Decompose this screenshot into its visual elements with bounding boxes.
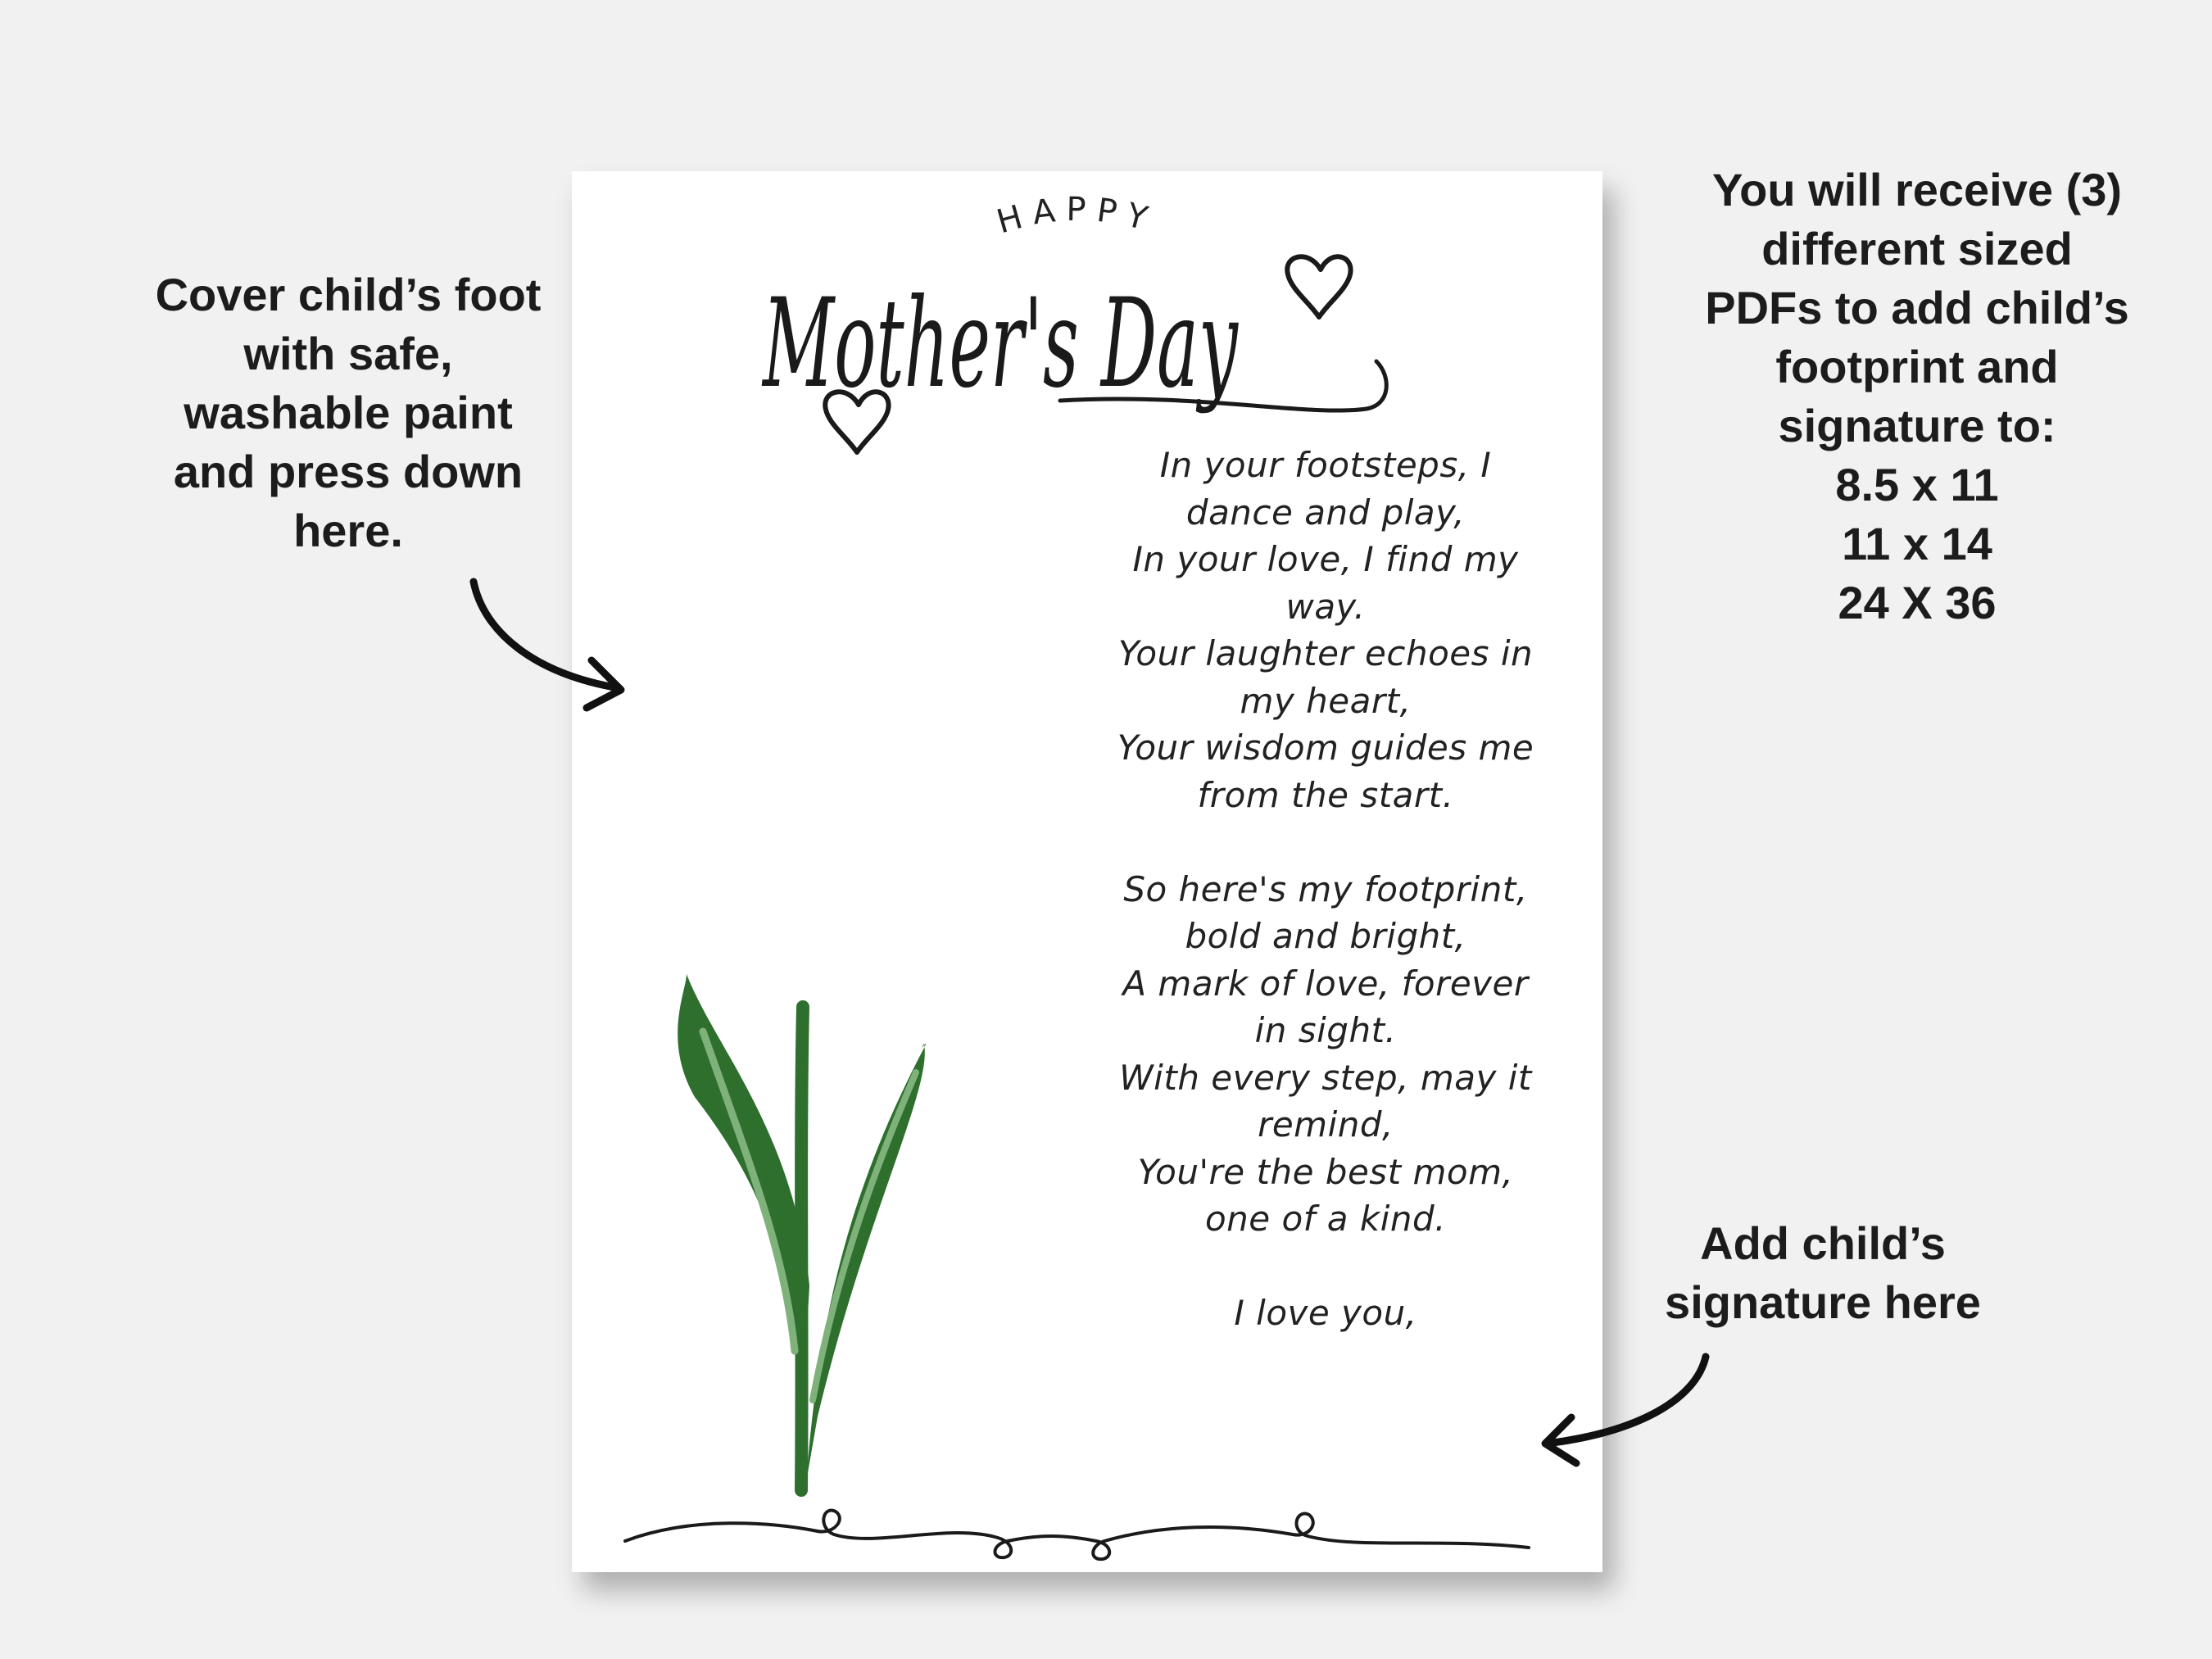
poem <box>1096 442 1555 1337</box>
title-text: Mother's Day <box>761 273 1240 415</box>
signature-instruction <box>1630 1214 2015 1332</box>
footprint-instruction-line: and press down <box>173 446 524 497</box>
size-option: 8.5 x 11 <box>1835 459 1999 510</box>
poem-line: one of a kind. <box>1204 1199 1447 1239</box>
poem-line: So here's my footprint, <box>1123 868 1528 909</box>
heart-icon <box>1287 256 1350 317</box>
sizes-info-line: different sized <box>1761 223 2073 274</box>
poem-line: In your footsteps, I <box>1159 445 1492 485</box>
printable-card <box>572 171 1602 1572</box>
poem-line: A mark of love, forever <box>1122 963 1529 1004</box>
sprout-illustration <box>678 974 926 1490</box>
sizes-info-line: PDFs to add child’s <box>1705 282 2129 333</box>
footprint-instruction <box>131 265 565 560</box>
footprint-instruction-line: Cover child’s foot <box>155 269 542 320</box>
stanza-break <box>1096 818 1555 866</box>
sizes-info-line: signature to: <box>1778 400 2056 451</box>
poem-line: bold and bright, <box>1185 916 1466 956</box>
poem-line: Your wisdom guides me <box>1117 728 1534 768</box>
poem-line: remind, <box>1258 1104 1394 1145</box>
stanza-break <box>1096 1243 1555 1290</box>
sizes-info <box>1663 161 2171 632</box>
poem-line: my heart, <box>1240 680 1412 721</box>
poem-line: in sight. <box>1254 1010 1397 1050</box>
poem-closing: I love you, <box>1234 1293 1417 1333</box>
sizes-info-line: You will receive (3) <box>1711 164 2123 215</box>
poem-line: In your love, I find my <box>1132 539 1519 579</box>
size-option: 24 X 36 <box>1838 577 1997 628</box>
poem-line: dance and play, <box>1185 492 1466 533</box>
happy-text: HAPPY <box>992 190 1161 242</box>
poem-line: You're the best mom, <box>1137 1151 1514 1192</box>
sizes-info-line: footprint and <box>1775 341 2059 392</box>
footprint-instruction-line: washable paint <box>184 387 513 438</box>
poem-line: way. <box>1285 586 1366 627</box>
poem-line: With every step, may it <box>1119 1057 1532 1098</box>
signature-instruction-line: Add child’s <box>1700 1217 1946 1269</box>
poem-line: Your laughter echoes in <box>1117 633 1534 673</box>
footprint-instruction-line: with safe, <box>243 328 453 379</box>
footprint-instruction-line: here. <box>293 505 403 556</box>
poem-line: from the start. <box>1197 774 1454 815</box>
signature-instruction-line: signature here <box>1665 1276 1981 1328</box>
size-option: 11 x 14 <box>1842 518 1992 569</box>
swirl-ground-line <box>625 1511 1529 1560</box>
